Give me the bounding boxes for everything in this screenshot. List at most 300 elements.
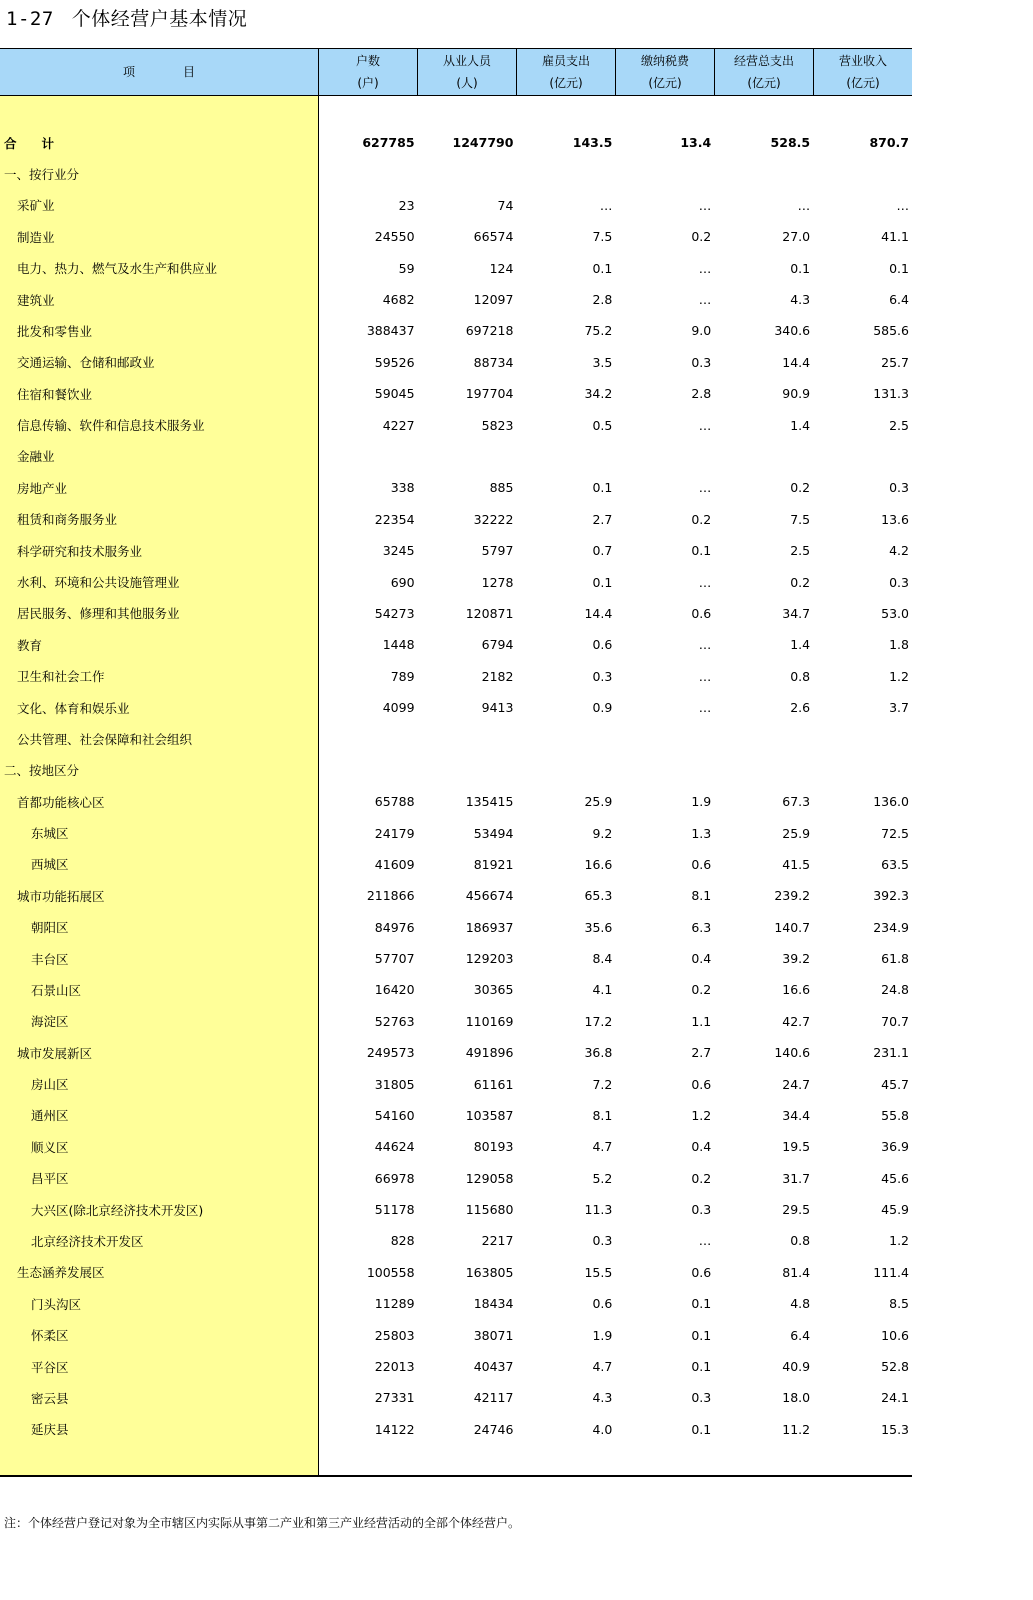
row-value: 0.3 [592, 1233, 613, 1249]
row-value: 44624 [374, 1139, 415, 1155]
header-name: 从业人员 [442, 54, 491, 68]
table-body [0, 96, 912, 1477]
row-value: 40437 [473, 1359, 514, 1374]
data-table [0, 48, 912, 1477]
row-value: 3245 [382, 543, 415, 559]
table-row [0, 692, 912, 723]
row-value: 0.6 [691, 1264, 712, 1280]
row-value: 24.8 [881, 982, 910, 998]
row-value: 491896 [465, 1045, 514, 1061]
row-value: 13.6 [881, 511, 909, 527]
table-row [0, 1351, 912, 1382]
row-value: 2.8 [592, 292, 613, 308]
row-label: 科学研究和技术服务业 [17, 543, 143, 559]
row-value: … [698, 574, 712, 590]
row-value: 4.8 [790, 1296, 811, 1312]
row-value: 2.5 [790, 543, 811, 559]
header-households [319, 49, 418, 95]
row-value: 0.6 [592, 637, 613, 653]
row-value: 4.7 [592, 1359, 613, 1374]
row-value: 38071 [473, 1327, 514, 1343]
row-value: 25.7 [881, 354, 909, 370]
row-value: 84976 [374, 919, 415, 935]
table-row [0, 817, 912, 848]
row-value: 10.6 [881, 1327, 910, 1343]
row-label: 一、按行业分 [4, 167, 80, 183]
row-value: 135415 [465, 794, 514, 810]
row-value: 74 [497, 197, 514, 213]
row-value: 31805 [374, 1076, 415, 1092]
row-label: 文化、体育和娱乐业 [17, 700, 130, 716]
table-row [0, 1131, 912, 1162]
row-value: 11289 [374, 1296, 415, 1312]
table-row [0, 253, 912, 284]
row-value: 59526 [374, 354, 415, 370]
row-label: 水利、环境和公共设施管理业 [17, 575, 180, 590]
row-value: 59045 [374, 386, 415, 402]
table-row [0, 598, 912, 629]
row-value: 90.9 [782, 386, 811, 402]
row-value: 231.1 [873, 1045, 909, 1061]
row-value: 2217 [481, 1233, 514, 1249]
header-wage-expense [517, 49, 616, 95]
row-label: 石景山区 [31, 982, 82, 998]
row-label: 信息传输、软件和信息技术服务业 [17, 418, 205, 434]
row-value: 0.6 [691, 605, 712, 621]
row-value: 4.3 [790, 292, 811, 308]
header-unit: (亿元) [846, 76, 880, 90]
row-value: 3.5 [592, 354, 613, 370]
row-value: 25803 [374, 1327, 415, 1343]
row-value: 6.3 [691, 919, 712, 935]
row-value: 23 [398, 197, 415, 213]
row-value: 40.9 [782, 1359, 811, 1374]
table-row [0, 315, 912, 346]
row-value: 80193 [473, 1139, 514, 1155]
header-revenue [814, 49, 912, 95]
row-value: 54160 [374, 1107, 415, 1123]
row-value: 41.1 [881, 229, 909, 245]
row-value: 0.2 [790, 574, 811, 590]
header-item [0, 49, 319, 95]
row-value: 0.2 [790, 480, 811, 496]
row-value: 31.7 [782, 1170, 811, 1186]
row-value: 9413 [481, 700, 514, 716]
row-value: 16420 [374, 982, 415, 998]
table-row [0, 1319, 912, 1350]
table-row [0, 629, 912, 660]
row-value: 249573 [366, 1045, 415, 1061]
row-value: 1448 [382, 637, 415, 653]
row-label: 城市功能拓展区 [17, 888, 105, 904]
row-value: 697218 [465, 323, 514, 339]
row-value: 34.4 [782, 1107, 811, 1123]
row-label: 住宿和餐饮业 [17, 386, 93, 402]
row-label: 公共管理、社会保障和社会组织 [17, 731, 193, 747]
header-total-expense [715, 49, 814, 95]
table-row [0, 347, 912, 378]
row-value: 8.4 [592, 951, 613, 967]
row-value: 0.3 [592, 668, 613, 684]
row-value: 4.3 [592, 1390, 613, 1406]
row-value: … [698, 197, 712, 213]
row-label: 生态涵养发展区 [17, 1265, 105, 1281]
row-value: 7.5 [790, 511, 811, 527]
table-row [0, 1006, 912, 1037]
row-value: 585.6 [873, 323, 909, 339]
row-value: 1.2 [691, 1107, 712, 1123]
row-value: 14.4 [584, 605, 613, 621]
row-value: 36.9 [881, 1139, 910, 1155]
row-value: 0.9 [592, 700, 613, 716]
row-label: 密云县 [31, 1390, 69, 1406]
row-value: 29.5 [782, 1202, 811, 1218]
table-row [0, 723, 912, 754]
row-label: 东城区 [31, 826, 69, 842]
table-title: 个体经营户基本情况 [71, 8, 248, 30]
row-value: 143.5 [572, 135, 613, 151]
table-row [0, 127, 912, 158]
table-row [0, 535, 912, 566]
row-value: 19.5 [782, 1139, 811, 1155]
row-value: 136.0 [873, 794, 909, 810]
row-value: 885 [489, 480, 514, 496]
row-value: 789 [390, 668, 415, 684]
row-value: 4.1 [592, 982, 613, 998]
row-value: 0.7 [592, 543, 613, 559]
row-value: 39.2 [782, 951, 811, 967]
row-value: 1.9 [691, 794, 712, 810]
row-label: 电力、热力、燃气及水生产和供应业 [17, 261, 218, 277]
row-value: 51178 [374, 1202, 415, 1218]
row-value: 1.3 [691, 825, 712, 841]
row-value: 5797 [481, 543, 514, 559]
row-label: 门头沟区 [31, 1296, 82, 1312]
row-value: … [698, 260, 712, 276]
row-value: 7.2 [592, 1076, 613, 1092]
header-name: 经营总支出 [733, 54, 794, 68]
row-value: 1.9 [592, 1327, 613, 1343]
row-value: 0.1 [592, 480, 613, 496]
row-value: 52.8 [881, 1359, 910, 1374]
row-value: 17.2 [584, 1013, 613, 1029]
row-value: 27331 [374, 1390, 415, 1406]
row-value: 15.3 [881, 1421, 910, 1437]
row-value: 36.8 [584, 1045, 613, 1061]
row-label: 大兴区(除北京经济技术开发区) [31, 1202, 204, 1218]
row-value: 14122 [374, 1421, 415, 1437]
row-value: 0.1 [592, 574, 613, 590]
row-value: … [698, 480, 712, 496]
row-value: 13.4 [680, 135, 712, 151]
row-value: … [698, 637, 712, 653]
row-label: 批发和零售业 [17, 323, 93, 339]
row-value: 239.2 [774, 888, 811, 904]
row-label: 西城区 [31, 857, 69, 873]
row-label: 采矿业 [17, 198, 55, 214]
row-label: 延庆县 [31, 1422, 69, 1438]
row-value: 0.8 [790, 1233, 811, 1249]
row-label: 金融业 [17, 449, 55, 465]
row-value: 0.6 [592, 1296, 613, 1312]
table-row [0, 472, 912, 503]
table-header [0, 48, 912, 96]
row-value: 25.9 [782, 825, 811, 841]
row-value: 163805 [465, 1264, 514, 1280]
row-value: 22354 [374, 511, 415, 527]
row-value: 61.8 [881, 951, 910, 967]
row-label: 房山区 [31, 1077, 69, 1093]
row-value: 1.2 [889, 668, 909, 684]
row-value: … [698, 417, 712, 433]
table-row [0, 786, 912, 817]
row-value: 6794 [481, 637, 514, 653]
row-value: 4.2 [889, 543, 909, 559]
row-label: 朝阳区 [31, 920, 69, 936]
row-value: 340.6 [774, 323, 811, 339]
header-unit: (亿元) [747, 76, 781, 90]
row-label: 平谷区 [31, 1359, 69, 1375]
row-value: 197704 [465, 386, 514, 402]
row-value: 53494 [473, 825, 514, 841]
row-value: 67.3 [782, 794, 811, 810]
row-label: 首都功能核心区 [17, 794, 105, 810]
row-value: 0.3 [691, 1202, 712, 1218]
row-label: 通州区 [31, 1108, 69, 1124]
row-value: 18434 [473, 1296, 514, 1312]
row-value: 211866 [366, 888, 415, 904]
row-label: 北京经济技术开发区 [31, 1233, 144, 1249]
row-value: 110169 [465, 1013, 514, 1029]
row-label: 二、按地区分 [4, 763, 80, 779]
header-employees [418, 49, 517, 95]
row-value: 0.1 [691, 543, 712, 559]
row-label: 顺义区 [31, 1139, 69, 1155]
row-value: 65788 [374, 794, 415, 810]
row-value: 2182 [481, 668, 514, 684]
table-row [0, 1288, 912, 1319]
row-value: 0.1 [691, 1327, 712, 1343]
header-name: 户数 [355, 54, 380, 68]
row-value: 1.8 [889, 637, 909, 653]
row-value: 16.6 [584, 856, 613, 872]
row-value: 35.6 [584, 919, 613, 935]
row-value: … [698, 292, 712, 308]
table-row [0, 974, 912, 1005]
row-value: 24.7 [782, 1076, 811, 1092]
row-value: 34.2 [584, 386, 613, 402]
row-value: 88734 [473, 354, 514, 370]
row-value: 30365 [473, 982, 514, 998]
row-value: 0.6 [691, 856, 712, 872]
row-value: … [599, 197, 613, 213]
row-value: 66978 [374, 1170, 415, 1186]
row-value: 42117 [473, 1390, 514, 1406]
row-value: 115680 [465, 1202, 514, 1218]
row-value: 81921 [473, 856, 514, 872]
row-value: 690 [390, 574, 415, 590]
row-value: 0.1 [691, 1359, 712, 1374]
row-value: 24.1 [881, 1390, 910, 1406]
row-value: 2.5 [889, 417, 909, 433]
row-label: 城市发展新区 [17, 1045, 93, 1061]
row-value: 45.9 [881, 1202, 910, 1218]
row-value: 338 [390, 480, 415, 496]
row-value: 0.3 [889, 480, 909, 496]
row-value: … [896, 197, 909, 213]
row-value: 24746 [473, 1421, 514, 1437]
row-value: 0.1 [691, 1296, 712, 1312]
table-row [0, 221, 912, 252]
row-value: 124 [489, 260, 514, 276]
row-value: 5.2 [592, 1170, 613, 1186]
row-value: 870.7 [869, 135, 909, 151]
row-value: 2.6 [790, 700, 811, 716]
row-value: 24179 [374, 825, 415, 841]
row-value: 72.5 [881, 825, 910, 841]
table-row [0, 566, 912, 597]
row-value: 53.0 [881, 605, 909, 621]
table-row [0, 943, 912, 974]
row-value: 57707 [374, 951, 415, 967]
table-row [0, 755, 912, 786]
row-value: … [698, 1233, 712, 1249]
table-row [0, 409, 912, 440]
header-unit: (人) [456, 76, 478, 90]
row-value: 1.1 [691, 1013, 712, 1029]
row-value: 0.3 [691, 354, 712, 370]
row-label: 怀柔区 [31, 1328, 69, 1344]
row-value: 0.6 [691, 1076, 712, 1092]
row-value: 111.4 [873, 1264, 909, 1280]
header-unit: (户) [357, 76, 379, 90]
row-value: 0.4 [691, 1139, 712, 1155]
row-value: 129058 [465, 1170, 514, 1186]
row-value: 0.2 [691, 511, 712, 527]
row-value: 4227 [382, 417, 415, 433]
row-value: 41609 [374, 856, 415, 872]
row-value: 140.6 [774, 1045, 811, 1061]
table-row [0, 1225, 912, 1256]
row-value: 81.4 [782, 1264, 811, 1280]
header-taxes [616, 49, 715, 95]
table-row [0, 1163, 912, 1194]
row-value: 6.4 [790, 1327, 811, 1343]
table-row [0, 849, 912, 880]
row-value: 42.7 [782, 1013, 811, 1029]
row-value: 75.2 [584, 323, 613, 339]
row-value: 4099 [382, 700, 415, 716]
table-row [0, 504, 912, 535]
table-row [0, 912, 912, 943]
row-value: 7.5 [592, 229, 613, 245]
row-value: 27.0 [782, 229, 811, 245]
header-name: 缴纳税费 [640, 54, 689, 68]
row-value: 12097 [473, 292, 514, 308]
row-value: 9.2 [592, 825, 613, 841]
header-item-char1: 项 [122, 65, 135, 79]
table-row [0, 284, 912, 315]
row-label: 租赁和商务服务业 [17, 512, 118, 528]
row-value: 1.4 [790, 637, 811, 653]
row-value: 1.2 [889, 1233, 910, 1249]
table-number: 1-27 [6, 8, 54, 30]
row-value: 4682 [382, 292, 415, 308]
row-value: 70.7 [881, 1013, 910, 1029]
row-label: 交通运输、仓储和邮政业 [17, 355, 155, 371]
row-value: 0.2 [691, 1170, 712, 1186]
header-unit: (亿元) [549, 76, 583, 90]
row-value: 8.1 [592, 1107, 613, 1123]
header-unit: (亿元) [648, 76, 682, 90]
row-label: 建筑业 [17, 292, 55, 308]
row-value: 2.7 [691, 1045, 712, 1061]
table-row [0, 158, 912, 189]
row-value: 15.5 [584, 1264, 613, 1280]
table-row [0, 441, 912, 472]
row-value: 528.5 [770, 135, 811, 151]
row-value: 41.5 [782, 856, 811, 872]
table-row [0, 1257, 912, 1288]
row-value: 55.8 [881, 1107, 910, 1123]
row-label: 居民服务、修理和其他服务业 [17, 606, 180, 622]
row-value: 0.1 [790, 260, 811, 276]
row-value: 9.0 [691, 323, 712, 339]
row-value: 65.3 [584, 888, 613, 904]
row-value: … [698, 700, 712, 716]
row-value: 2.8 [691, 386, 712, 402]
row-value: 52763 [374, 1013, 415, 1029]
row-value: 0.1 [889, 260, 909, 276]
row-value: 63.5 [881, 856, 910, 872]
row-label: 卫生和社会工作 [17, 669, 105, 685]
row-value: 4.7 [592, 1139, 613, 1155]
row-value: 2.7 [592, 511, 613, 527]
row-value: 131.3 [873, 386, 909, 402]
row-value: 4.0 [592, 1421, 613, 1437]
row-value: 0.1 [592, 260, 613, 276]
table-row [0, 1194, 912, 1225]
row-label: 昌平区 [31, 1171, 69, 1187]
row-value: 234.9 [873, 919, 910, 935]
row-label: 房地产业 [17, 480, 68, 496]
row-value: … [797, 197, 811, 213]
row-value: 0.1 [691, 1421, 712, 1437]
row-label: 丰台区 [31, 951, 69, 967]
header-item-char2: 目 [183, 65, 196, 79]
row-value: 627785 [362, 135, 415, 151]
row-value: 0.4 [691, 951, 712, 967]
row-value: 45.7 [881, 1076, 910, 1092]
table-row [0, 1100, 912, 1131]
row-value: 32222 [473, 511, 514, 527]
row-value: 0.5 [592, 417, 613, 433]
row-value: 140.7 [774, 919, 811, 935]
row-value: 5823 [481, 417, 514, 433]
row-value: 0.3 [889, 574, 909, 590]
row-value: 66574 [473, 229, 514, 245]
table-row [0, 1414, 912, 1445]
row-value: 1.4 [790, 417, 811, 433]
row-value: 22013 [374, 1359, 415, 1374]
row-value: 186937 [465, 919, 514, 935]
row-value: … [698, 668, 712, 684]
row-value: 0.2 [691, 229, 712, 245]
row-value: 129203 [465, 951, 514, 967]
row-value: 8.1 [691, 888, 712, 904]
row-value: 0.2 [691, 982, 712, 998]
row-value: 828 [390, 1233, 415, 1249]
